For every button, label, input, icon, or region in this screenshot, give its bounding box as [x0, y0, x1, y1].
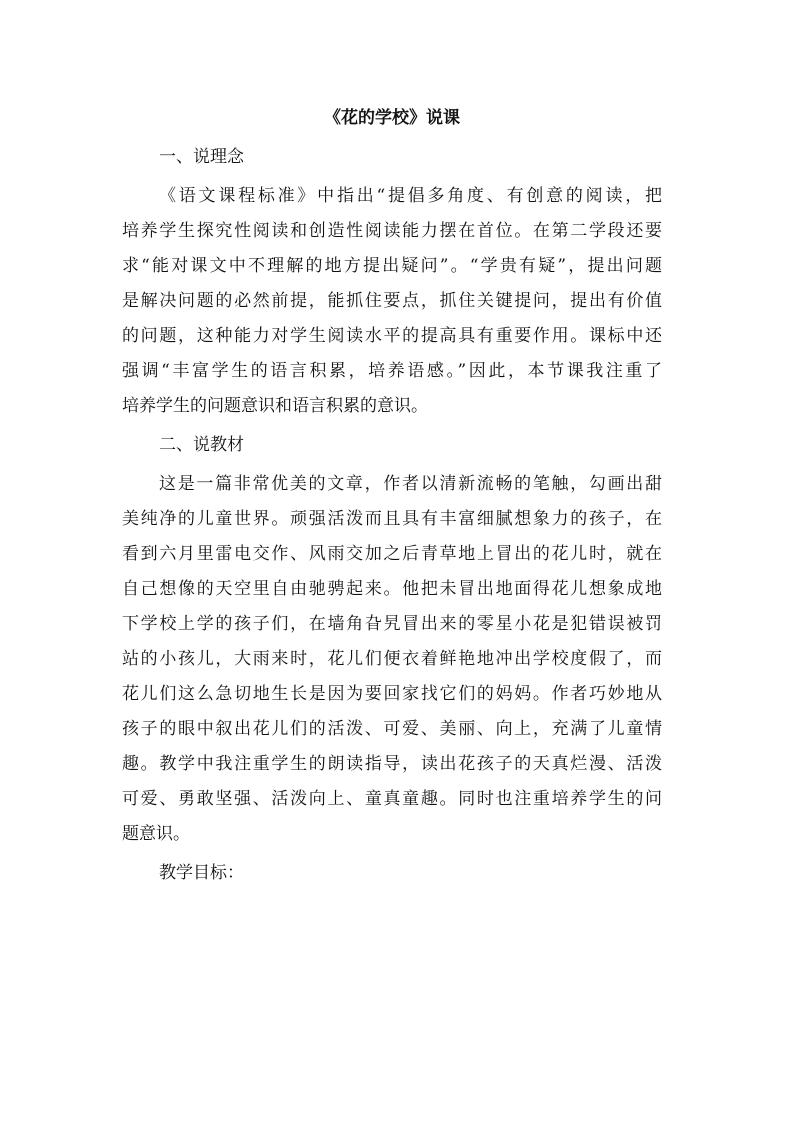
- section-heading-teaching-goals: 教学目标：: [159, 863, 244, 883]
- paragraph-line: 的问题，这种能力对学生阅读水平的提高具有重要作用。课标中还: [122, 326, 662, 346]
- paragraph-line: 强调“丰富学生的语言积累，培养语感。”因此，本节课我注重了: [122, 361, 662, 381]
- paragraph-line: 站的小孩儿，大雨来时，花儿们便衣着鲜艳地冲出学校度假了，而: [122, 649, 662, 669]
- paragraph-line: 求“能对课文中不理解的地方提出疑问”。“学贵有疑”，提出问题: [122, 256, 662, 276]
- paragraph-line: 孩子的眼中叙出花儿们的活泼、可爱、美丽、向上，充满了儿童情: [122, 719, 662, 739]
- paragraph-line: 美纯净的儿童世界。顽强活泼而且具有丰富细腻想象力的孩子，在: [122, 509, 662, 529]
- paragraph-line: 自己想像的天空里自由驰骋起来。他把未冒出地面得花儿想象成地: [122, 579, 662, 599]
- paragraph-textbook: [122, 467, 662, 852]
- document-body: [122, 100, 662, 895]
- paragraph-line: 这是一篇非常优美的文章，作者以清新流畅的笔触，勾画出甜: [159, 474, 662, 494]
- paragraph-line: 趣。教学中我注重学生的朗读指导，读出花孩子的天真烂漫、活泼: [122, 754, 662, 774]
- paragraph-line: 培养学生的问题意识和语言积累的意识。: [122, 396, 428, 416]
- paragraph-line: 花儿们这么急切地生长是因为要回家找它们的妈妈。作者巧妙地从: [122, 684, 662, 704]
- paragraph-line: 下学校上学的孩子们，在墙角旮旯冒出来的零星小花是犯错误被罚: [122, 614, 662, 634]
- paragraph-line: 看到六月里雷电交作、风雨交加之后青草地上冒出的花儿时，就在: [122, 544, 662, 564]
- paragraph-line: 《语文课程标准》中指出“提倡多角度、有创意的阅读，把: [159, 186, 662, 206]
- section-heading-textbook: 二、说教材: [159, 435, 244, 455]
- paragraph-line: 培养学生探究性阅读和创造性阅读能力摆在首位。在第二学段还要: [122, 221, 662, 241]
- paragraph-philosophy: [122, 179, 662, 424]
- paragraph-line: 题意识。: [122, 824, 190, 844]
- paragraph-line: 可爱、勇敢坚强、活泼向上、童真童趣。同时也注重培养学生的问: [122, 789, 662, 809]
- document-title: 《花的学校》说课: [324, 108, 460, 128]
- paragraph-line: 是解决问题的必然前提，能抓住要点，抓住关键提问，提出有价值: [122, 291, 662, 311]
- section-heading-philosophy: 一、说理念: [159, 147, 244, 167]
